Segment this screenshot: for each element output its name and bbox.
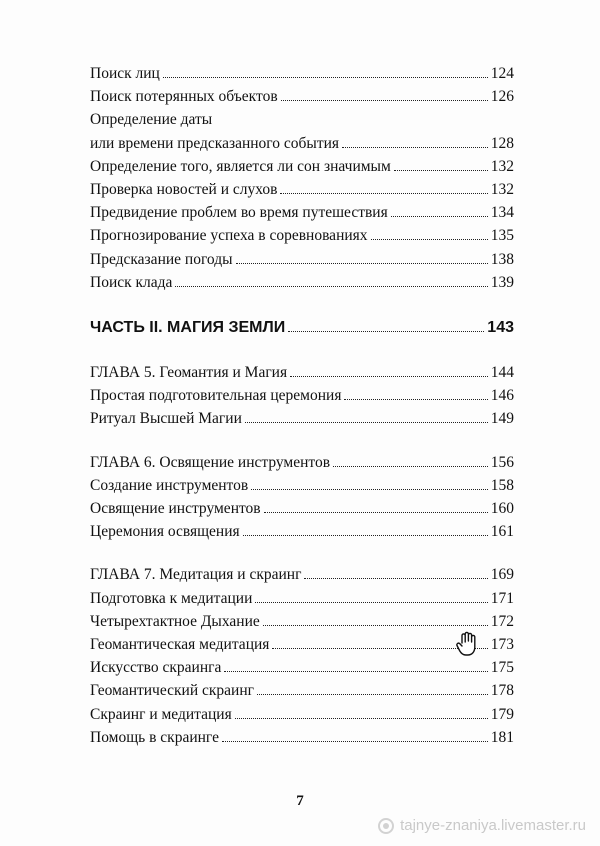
toc-entry-title: Освящение инструментов	[90, 500, 261, 517]
toc-entry-title: Ритуал Высшей Магии	[90, 410, 242, 428]
spacer	[90, 339, 514, 361]
toc-entry-title: Искусство скраинга	[90, 659, 222, 677]
toc-entry-title: Прогнозирование успеха в соревнованиях	[90, 227, 368, 245]
toc-entry-page: 181	[490, 728, 514, 746]
toc-entry	[90, 726, 514, 749]
chapter-page: 144	[490, 364, 514, 382]
page-number: 7	[296, 793, 304, 809]
dot-leader	[257, 694, 488, 695]
dot-leader	[288, 331, 484, 332]
dot-leader	[163, 77, 488, 78]
dot-leader	[281, 100, 488, 101]
toc-entry-title: Создание инструментов	[90, 476, 249, 494]
toc-entry-page: 134	[490, 204, 514, 222]
dot-leader	[394, 170, 488, 171]
toc-entry-title: Предсказание погоды	[90, 250, 233, 268]
toc-entry-page: 178	[490, 682, 514, 700]
toc-entry-title: Геомантический скраинг	[90, 682, 254, 700]
dot-leader	[175, 286, 487, 287]
dot-leader	[342, 147, 488, 148]
part-page: 143	[487, 318, 514, 336]
spacer	[90, 543, 514, 563]
toc-entry	[90, 703, 514, 726]
dot-leader	[263, 625, 488, 626]
dot-leader	[251, 489, 488, 490]
toc-entry-page: 132	[490, 180, 514, 198]
dot-leader	[391, 216, 488, 217]
toc-entry	[90, 132, 514, 155]
dot-leader	[280, 193, 487, 194]
toc-entry-title: Поиск лиц	[90, 65, 160, 82]
toc-entry-page: 158	[490, 476, 514, 494]
toc-chapter-heading	[90, 563, 514, 586]
table-of-contents	[90, 62, 514, 749]
chapter-title: ГЛАВА 5. Геомантия и Магия	[90, 364, 288, 382]
toc-entry	[90, 178, 514, 201]
toc-entry-title: Проверка новостей и слухов	[90, 180, 278, 198]
toc-entry-page: 135	[490, 227, 514, 245]
part-title: ЧАСТЬ II. МАГИЯ ЗЕМЛИ	[90, 318, 286, 336]
toc-entry	[90, 201, 514, 224]
toc-entry	[90, 248, 514, 271]
toc-entry	[90, 407, 514, 430]
toc-entry	[90, 155, 514, 178]
toc-entry-page: 146	[490, 387, 514, 405]
toc-entry	[90, 384, 514, 407]
toc-entry-title: Скраинг и медитация	[90, 705, 232, 723]
dot-leader	[243, 535, 488, 536]
toc-entry	[90, 520, 514, 543]
dot-leader	[224, 671, 487, 672]
toc-entry-page: 124	[490, 65, 514, 82]
toc-entry	[90, 271, 514, 294]
toc-entry-line1	[90, 108, 514, 131]
toc-entry-title-line1: Определение даты	[90, 111, 213, 129]
toc-entry	[90, 587, 514, 610]
toc-entry	[90, 497, 514, 520]
dot-leader	[371, 239, 488, 240]
toc-entry	[90, 474, 514, 497]
hand-pointer-icon	[454, 631, 480, 657]
toc-entry	[90, 656, 514, 679]
toc-entry-title: Помощь в скраинге	[90, 728, 219, 746]
watermark-text: tajnye-znaniya.livemaster.ru	[400, 817, 586, 834]
flower-icon	[378, 818, 394, 834]
spacer	[90, 431, 514, 451]
toc-entry-page: 149	[490, 410, 514, 428]
toc-entry-title: Подготовка к медитации	[90, 589, 253, 607]
dot-leader	[255, 602, 487, 603]
dot-leader	[236, 263, 488, 264]
toc-entry-page: 161	[490, 523, 514, 541]
toc-entry-title: или времени предсказанного события	[90, 134, 340, 152]
toc-part-heading	[90, 316, 514, 339]
toc-entry	[90, 610, 514, 633]
toc-entry-page: 132	[490, 157, 514, 175]
toc-entry-page: 160	[490, 500, 514, 517]
toc-entry-title: Поиск клада	[90, 273, 173, 291]
dot-leader	[235, 718, 488, 719]
chapter-title: ГЛАВА 6. Освящение инструментов	[90, 453, 331, 471]
chapter-page: 169	[490, 566, 514, 584]
toc-entry	[90, 62, 514, 85]
toc-entry-page: 126	[490, 88, 514, 106]
toc-entry	[90, 633, 514, 656]
toc-entry-page: 175	[490, 659, 514, 677]
toc-entry-title: Четырехтактное Дыхание	[90, 612, 260, 630]
chapter-title: ГЛАВА 7. Медитация и скраинг	[90, 566, 302, 584]
watermark	[378, 817, 586, 834]
toc-entry-page: 128	[490, 134, 514, 152]
toc-entry-title: Геомантическая медитация	[90, 635, 270, 653]
dot-leader	[304, 578, 487, 579]
toc-entry	[90, 85, 514, 108]
toc-entry-page: 172	[490, 612, 514, 630]
toc-entry-page: 171	[490, 589, 514, 607]
toc-chapter-heading	[90, 451, 514, 474]
toc-entry-page: 173	[490, 635, 514, 653]
dot-leader	[264, 512, 488, 513]
toc-entry-title: Поиск потерянных объектов	[90, 88, 278, 106]
dot-leader	[290, 376, 488, 377]
toc-entry-title: Определение того, является ли сон значимым	[90, 157, 391, 175]
toc-entry-title: Простая подготовительная церемония	[90, 387, 342, 405]
dot-leader	[222, 741, 488, 742]
toc-entry-title: Церемония освящения	[90, 523, 240, 541]
dot-leader	[344, 399, 487, 400]
toc-entry	[90, 679, 514, 702]
dot-leader	[333, 466, 488, 467]
toc-chapter-heading	[90, 361, 514, 384]
dot-leader	[245, 422, 488, 423]
toc-entry	[90, 224, 514, 247]
toc-entry-page: 179	[490, 705, 514, 723]
chapter-page: 156	[490, 453, 514, 471]
spacer	[90, 294, 514, 316]
toc-entry-page: 139	[490, 273, 514, 291]
toc-entry-title: Предвидение проблем во время путешествия	[90, 204, 388, 222]
toc-entry-page: 138	[490, 250, 514, 268]
